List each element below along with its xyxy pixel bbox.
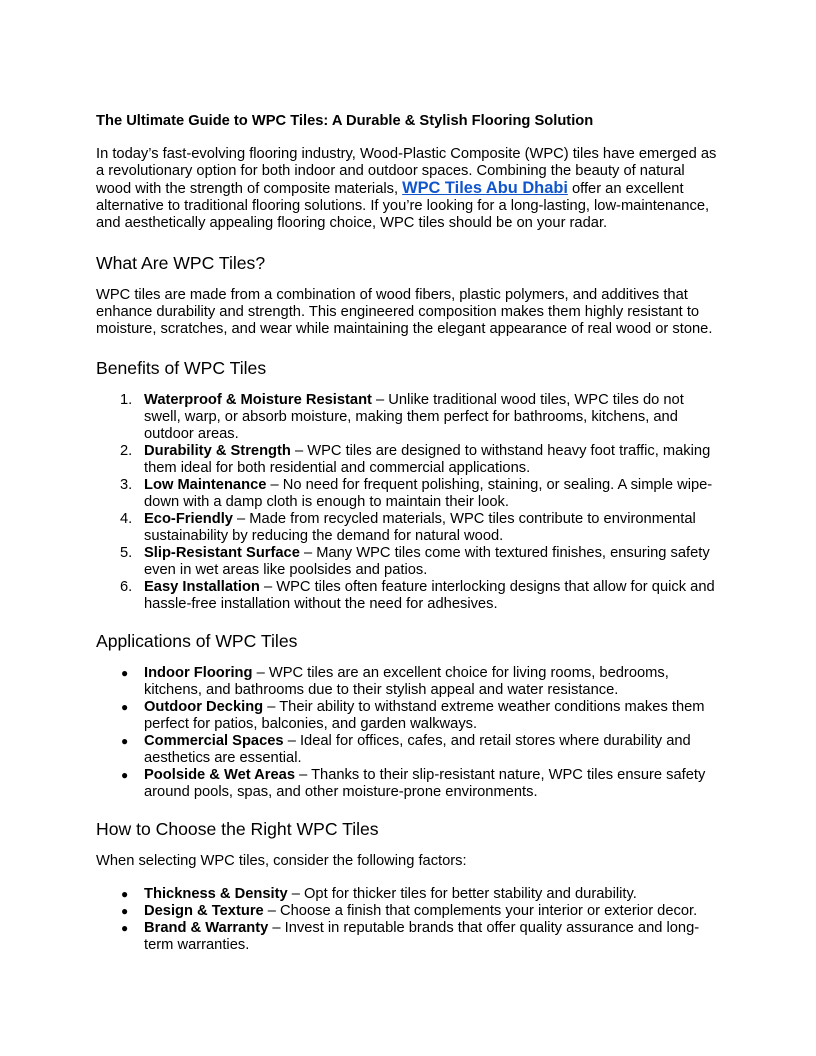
bullet-icon: ●: [121, 904, 129, 918]
intro-text-after: offer an excellent alternative to traditional flooring solutions. If you’re looking for a long-lasting, low-maintenance, and aesthetically appealing flooring choice, WPC tiles should be on your radar.: [96, 181, 710, 231]
bullet-icon: ●: [121, 887, 129, 901]
item-label: Easy Installation: [144, 579, 260, 595]
item-label: Eco-Friendly: [144, 511, 233, 527]
list-item: [96, 579, 720, 613]
intro-text-before: In today’s fast-evolving flooring industry, Wood-Plastic Composite (WPC) tiles have emerged as a revolutionary option for both indoor and outdoor spaces. Combining the beauty of natural wood with the strength of composite materials,: [96, 146, 717, 197]
item-text: – Thanks to their slip-resistant nature, WPC tiles ensure safety around pools, spas, and other moisture-prone environments.: [144, 767, 706, 800]
bullet-icon: ●: [121, 666, 129, 680]
item-text: – Unlike traditional wood tiles, WPC tiles do not swell, warp, or absorb moisture, making them perfect for bathrooms, kitchens, and outdoor areas.: [144, 392, 684, 442]
list-number: 4.: [120, 511, 133, 527]
item-label: Commercial Spaces: [144, 733, 284, 749]
applications-list: [96, 665, 720, 801]
item-label: Design & Texture: [144, 903, 264, 919]
list-item: [96, 545, 720, 579]
item-label: Poolside & Wet Areas: [144, 767, 295, 783]
item-text: – Opt for thicker tiles for better stability and durability.: [287, 886, 637, 902]
benefits-list: [96, 392, 720, 613]
item-label: Slip-Resistant Surface: [144, 545, 300, 561]
item-text: – Many WPC tiles come with textured finishes, ensuring safety even in wet areas like poolsides and patios.: [144, 545, 710, 578]
list-item: [96, 665, 720, 699]
list-number: 2.: [120, 443, 133, 459]
item-text: – WPC tiles often feature interlocking designs that allow for quick and hassle-free installation without the need for adhesives.: [144, 579, 715, 612]
list-item: [96, 767, 720, 801]
list-item: [96, 392, 720, 443]
item-text: – Made from recycled materials, WPC tiles contribute to environmental sustainability by reducing the demand for natural wood.: [144, 511, 696, 544]
item-label: Thickness & Density: [144, 886, 288, 902]
item-label: Waterproof & Moisture Resistant: [144, 392, 372, 408]
choose-intro: When selecting WPC tiles, consider the following factors:: [96, 853, 467, 869]
what-heading: What Are WPC Tiles?: [96, 253, 266, 273]
item-text: – WPC tiles are an excellent choice for living rooms, bedrooms, kitchens, and bathrooms due to their stylish appeal and water resistance.: [144, 665, 669, 698]
list-item: [96, 511, 720, 545]
applications-heading: Applications of WPC Tiles: [96, 631, 298, 651]
item-label: Outdoor Decking: [144, 699, 264, 715]
list-number: 6.: [120, 579, 133, 595]
list-item: [96, 903, 720, 920]
document-title: The Ultimate Guide to WPC Tiles: A Durable & Stylish Flooring Solution: [96, 113, 594, 129]
item-label: Brand & Warranty: [144, 920, 269, 936]
item-text: – Invest in reputable brands that offer quality assurance and long-term warranties.: [144, 920, 700, 953]
bullet-icon: ●: [121, 768, 129, 782]
document-page: [96, 113, 720, 954]
item-label: Durability & Strength: [144, 443, 291, 459]
choose-list: [96, 886, 720, 954]
intro-paragraph: [96, 146, 720, 232]
item-text: – Ideal for offices, cafes, and retail stores where durability and aesthetics are essential.: [144, 733, 691, 766]
list-number: 3.: [120, 477, 133, 493]
bullet-icon: ●: [121, 700, 129, 714]
choose-heading: How to Choose the Right WPC Tiles: [96, 819, 379, 839]
list-item: [96, 920, 720, 954]
what-paragraph: WPC tiles are made from a combination of wood fibers, plastic polymers, and additives that enhance durability and strength. This engineered composition makes them highly resistant to moisture, scratches, and wear while maintaining the elegant appearance of real wood or stone.: [96, 287, 713, 337]
list-item: [96, 733, 720, 767]
item-label: Indoor Flooring: [144, 665, 253, 681]
benefits-heading: Benefits of WPC Tiles: [96, 358, 267, 378]
list-item: [96, 443, 720, 477]
item-label: Low Maintenance: [144, 477, 267, 493]
list-number: 1.: [120, 392, 133, 408]
item-text: – Their ability to withstand extreme weather conditions makes them perfect for patios, balconies, and garden walkways.: [144, 699, 705, 732]
list-item: [96, 477, 720, 511]
wpc-tiles-abu-dhabi-link[interactable]: WPC Tiles Abu Dhabi: [402, 179, 568, 197]
list-item: [96, 699, 720, 733]
list-item: [96, 886, 720, 903]
list-number: 5.: [120, 545, 133, 561]
bullet-icon: ●: [121, 734, 129, 748]
item-text: – WPC tiles are designed to withstand heavy foot traffic, making them ideal for both residential and commercial applications.: [144, 443, 711, 476]
item-text: – No need for frequent polishing, staining, or sealing. A simple wipe-down with a damp cloth is enough to maintain their look.: [144, 477, 713, 510]
bullet-icon: ●: [121, 921, 129, 935]
item-text: – Choose a finish that complements your interior or exterior decor.: [263, 903, 698, 919]
